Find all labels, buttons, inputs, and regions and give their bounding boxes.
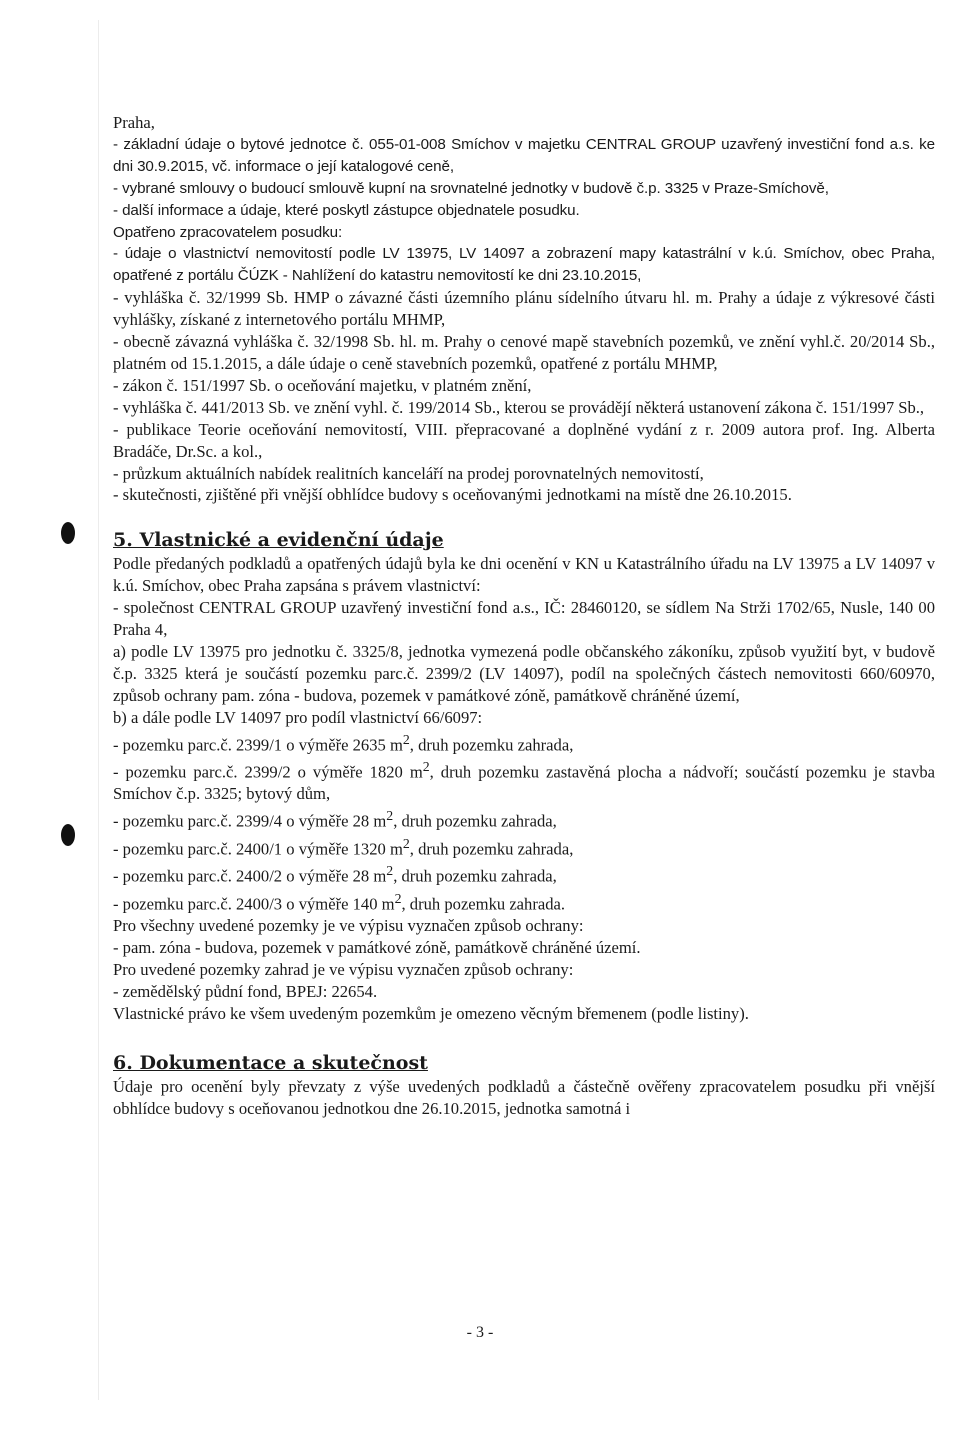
ownership-paragraph: - společnost CENTRAL GROUP uzavřený investiční fond a.s., IČ: 28460120, se sídlem Na Strži 1702/65, Nusle, 140 00 Praha 4, [113, 598, 935, 640]
plot-text: - pozemku parc.č. 2400/2 o výměře 28 m [113, 866, 387, 886]
source-item: - průzkum aktuálních nabídek realitních kanceláří na prodej porovnatelných nemovitostí, [113, 463, 704, 483]
ownership-paragraph: a) podle LV 13975 pro jednotku č. 3325/8, jednotka vymezená podle občanského zákoníku, způsob využití byt, v budově č.p. 3325 která je součástí pozemku parc.č. 2399/2 (LV 14097), podíl na společných částech nemovitosti 660/60970, způsob ochrany pam. zóna - budova, pozemek v památkové zóně, památkově chráněné území, [113, 641, 935, 705]
area-unit-exponent: 2 [422, 759, 430, 774]
ownership-paragraph: Podle předaných podkladů a opatřených údajů byla ke dni ocenění v KN u Katastrálního úřadu na LV 13975 a LV 14097 v k.ú. Smíchov, obec Praha zapsána s právem vlastnictví: [113, 554, 935, 596]
plot-item [113, 756, 935, 805]
source-item: - základní údaje o bytové jednotce č. 055-01-008 Smíchov v majetku CENTRAL GROUP uzavřený investiční fond a.s. ke dni 30.9.2015, vč. informace o její katalogové ceně, [113, 135, 935, 175]
area-unit-exponent: 2 [402, 731, 410, 747]
protection-line: - zemědělský půdní fond, BPEJ: 22654. [113, 981, 378, 1001]
plot-type: , druh pozemku zahrada, [409, 735, 574, 755]
plot-item [113, 888, 935, 915]
plot-type: , druh pozemku zahrada. [401, 894, 566, 914]
plot-text: - pozemku parc.č. 2399/2 o výměře 1820 m [113, 762, 423, 782]
punch-hole-lower [61, 824, 75, 846]
protection-line: - pam. zóna - budova, pozemek v památkové zóně, památkově chráněné území. [113, 938, 641, 957]
source-item: - údaje o vlastnictví nemovitostí podle LV 13975, LV 14097 a zobrazení mapy katastrální v k.ú. Smíchov, obec Praha, opatřené z portálu ČÚZK - Nahlížení do katastru nemovitostí ke dni 23.10.2015, [113, 245, 935, 285]
sources-list [113, 112, 935, 506]
source-item: - vyhláška č. 441/2013 Sb. ve znění vyhl. č. 199/2014 Sb., kterou se provádějí některá ustanovení zákona č. 151/1997 Sb., [113, 397, 925, 417]
plot-item [113, 805, 935, 832]
protection-line: Vlastnické právo ke všem uvedeným pozemkům je omezeno věcným břemenem (podle listiny). [113, 1003, 749, 1023]
area-unit-exponent: 2 [394, 890, 402, 906]
area-unit-exponent: 2 [386, 808, 394, 824]
plot-text: - pozemku parc.č. 2400/3 o výměře 140 m [113, 894, 395, 914]
source-item: - zákon č. 151/1997 Sb. o oceňování majetku, v platném znění, [113, 375, 532, 395]
plot-item [113, 833, 935, 860]
protection-line: Pro všechny uvedené pozemky je ve výpisu vyznačen způsob ochrany: [113, 916, 584, 936]
source-item: Opatřeno zpracovatelem posudku: [113, 223, 343, 241]
plot-type: , druh pozemku zahrada, [409, 839, 574, 859]
source-item: - obecně závazná vyhláška č. 32/1998 Sb. hl. m. Prahy o cenové mapě stavebních pozemků, ve znění vyhl.č. 20/2014 Sb., platném od 15.1.2015, a dále údaje o ceně stavebních pozemků, opatřené z portálu MHMP, [113, 332, 935, 373]
source-item: - publikace Teorie oceňování nemovitostí, VIII. přepracované a doplněné vydání z r. 2009 autora prof. Ing. Alberta Bradáče, Dr.Sc. a kol., [113, 419, 935, 461]
plot-item [113, 860, 935, 887]
plot-type: , druh pozemku zahrada, [393, 866, 557, 886]
source-item: Praha, [113, 113, 155, 132]
section-6-paragraph: Údaje pro ocenění byly převzaty z výše uvedených podkladů a částečně ověřeny zpracovatelem posudku při vnější obhlídce budovy s oceňovanou jednotkou dne 26.10.2015, jednotka samotná i [113, 1076, 935, 1118]
plot-type: , druh pozemku zastavěná plocha a nádvoří; součástí pozemku je stavba Smíchov č.p. 3325; bytový dům, [113, 762, 935, 804]
document-page [113, 112, 935, 1119]
area-unit-exponent: 2 [402, 835, 410, 851]
source-item: - další informace a údaje, které poskytl zástupce objednatele posudku. [113, 201, 580, 219]
plot-type: , druh pozemku zahrada, [393, 811, 557, 831]
plot-text: - pozemku parc.č. 2400/1 o výměře 1320 m [113, 839, 403, 859]
section-6-heading: 6. Dokumentace a skutečnost [113, 1051, 428, 1074]
section-5-body [113, 553, 935, 1024]
plot-item [113, 729, 935, 756]
scan-fold-line [98, 20, 99, 1400]
area-unit-exponent: 2 [386, 863, 394, 879]
protection-line: Pro uvedené pozemky zahrad je ve výpisu vyznačen způsob ochrany: [113, 959, 574, 979]
source-item: - vybrané smlouvy o budoucí smlouvě kupní na srovnatelné jednotky v budově č.p. 3325 v Praze-Smíchově, [113, 179, 829, 197]
punch-hole-upper [61, 522, 75, 544]
page-number: - 3 - [466, 1324, 494, 1341]
plot-text: - pozemku parc.č. 2399/4 o výměře 28 m [113, 811, 387, 831]
source-item: - vyhláška č. 32/1999 Sb. HMP o závazné části územního plánu sídelního útvaru hl. m. Prahy a údaje z výkresové části vyhlášky, získané z internetového portálu MHMP, [113, 288, 935, 330]
plot-text: - pozemku parc.č. 2399/1 o výměře 2635 m [113, 735, 403, 755]
section-5-heading: 5. Vlastnické a evidenční údaje [113, 529, 444, 552]
source-item: - skutečnosti, zjištěné při vnější obhlídce budovy s oceňovanými jednotkami na místě dne 26.10.2015. [113, 485, 792, 505]
ownership-paragraph: b) a dále podle LV 14097 pro podíl vlastnictví 66/6097: [113, 707, 483, 727]
